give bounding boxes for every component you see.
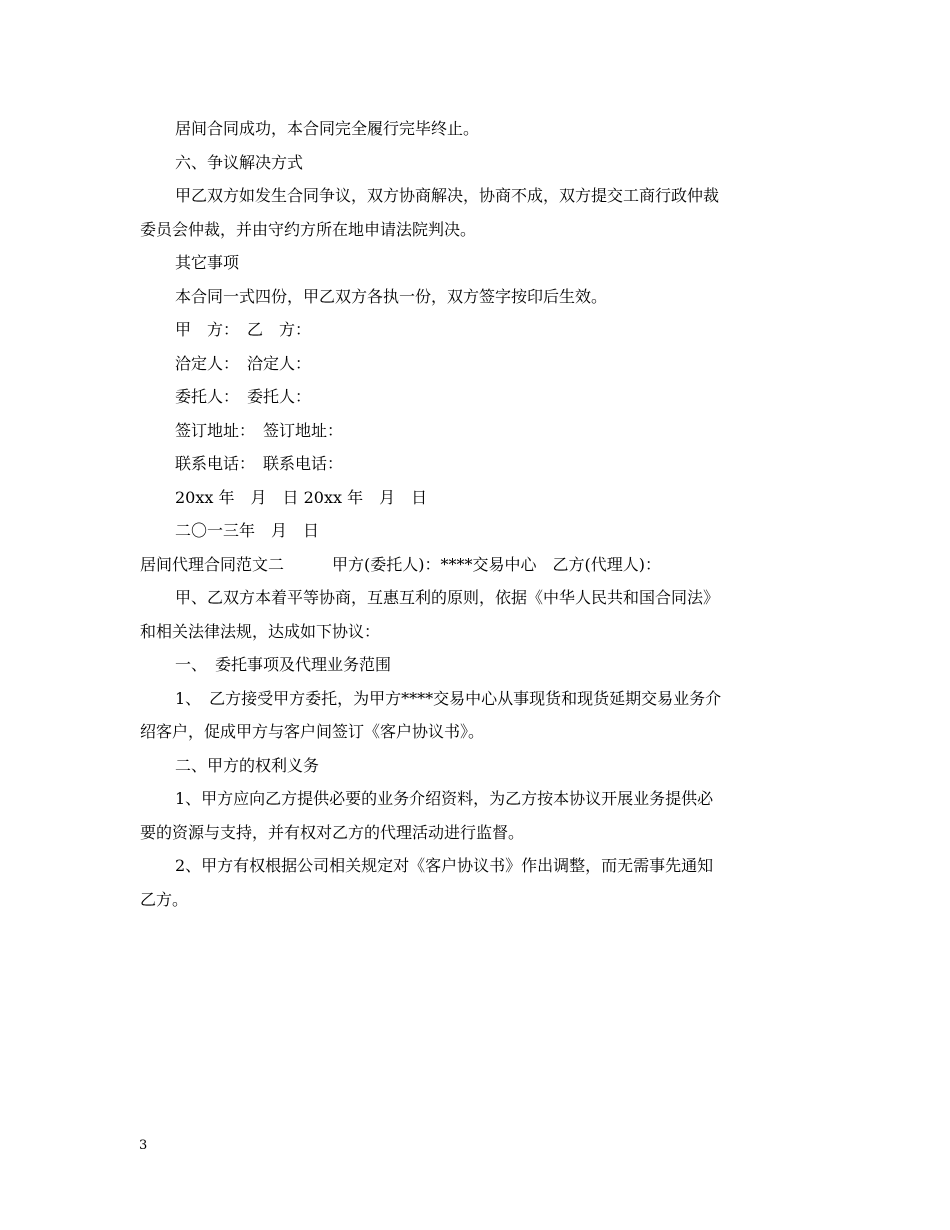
section-heading: 其它事项 — [175, 253, 240, 272]
text-line: 绍客户，促成甲方与客户间签订《客户协议书》。 — [140, 722, 485, 741]
text-line: 甲、乙双方本着平等协商，互惠互利的原则，依据《中华人民共和国合同法》 — [175, 588, 720, 607]
date-field: 二〇一三年 月 日 — [175, 521, 320, 540]
signature-field: 委托人： 委托人： — [175, 387, 312, 406]
text-line: 乙方。 — [140, 889, 189, 909]
document-body — [140, 112, 812, 916]
text-line: 要的资源与支持，并有权对乙方的代理活动进行监督。 — [140, 822, 525, 842]
section-heading: 一、 委托事项及代理业务范围 — [175, 655, 392, 674]
document-title: 居间代理合同范文二 甲方(委托人)：****交易中心 乙方(代理人)： — [140, 554, 661, 574]
text-line: 和相关法律法规，达成如下协议： — [140, 621, 381, 641]
text-line: 居间合同成功，本合同完全履行完毕终止。 — [175, 119, 480, 138]
text-line: 甲乙双方如发生合同争议，双方协商解决，协商不成，双方提交工商行政仲裁 — [175, 186, 720, 205]
text-line: 1、甲方应向乙方提供必要的业务介绍资料，为乙方按本协议开展业务提供必 — [175, 789, 714, 808]
section-heading: 二、甲方的权利义务 — [175, 755, 320, 775]
signature-field: 签订地址： 签订地址： — [175, 420, 344, 440]
signature-field: 洽定人： 洽定人： — [175, 353, 312, 373]
text-line: 本合同一式四份，甲乙双方各执一份，双方签字按印后生效。 — [175, 286, 608, 306]
text-line: 2、甲方有权根据公司相关规定对《客户协议书》作出调整，而无需事先通知 — [175, 856, 714, 875]
section-heading: 六、争议解决方式 — [175, 152, 304, 172]
text-line: 委员会仲裁，并由守约方所在地申请法院判决。 — [140, 219, 477, 239]
signature-field: 联系电话： 联系电话： — [175, 454, 344, 473]
date-field: 20xx 年 月 日 20xx 年 月 日 — [175, 487, 428, 507]
text-line: 1、 乙方接受甲方委托，为甲方****交易中心从事现货和现货延期交易业务介 — [175, 688, 722, 708]
signature-field: 甲 方： 乙 方： — [175, 320, 312, 339]
page-number: 3 — [139, 1138, 148, 1153]
